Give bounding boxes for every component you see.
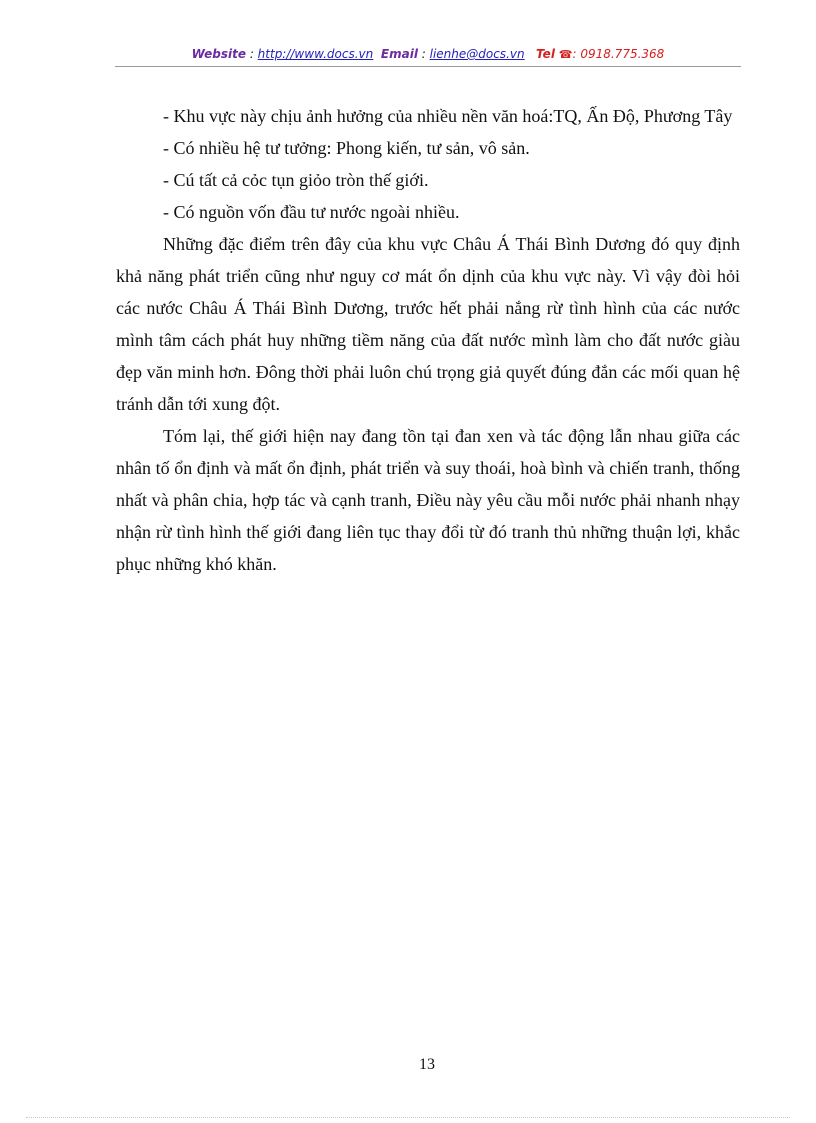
email-label: Email — [380, 47, 418, 61]
page-header — [115, 47, 741, 61]
website-separator: : — [246, 47, 258, 61]
phone-icon: ☎ — [558, 48, 573, 61]
website-label: Website — [191, 47, 246, 61]
header-divider — [115, 66, 741, 67]
paragraph-influence: - Khu vực này chịu ảnh hưởng của nhiều nền văn hoá:TQ, Ấn Độ, Phương Tây — [163, 106, 733, 126]
paragraph-characteristics: Những đặc điểm trên đây của khu vực Châu Á Thái Bình Dương đó quy định khả năng phát triển cũng như nguy cơ mát ổn dịnh của khu vực này. Vì vậy đòi hỏi các nước Châu Á Thái Bình Dương, trước hết phải nắng rừ tình hình của các nước mình tâm cách phát huy những tiềm năng của đất nước mình làm cho đất nước giàu đẹp văn minh hơn. Đông thời phải luôn chú trọng giả quyết đúng đắn các mối quan hệ tránh dẫn tới xung đột. — [116, 234, 740, 414]
document-body — [116, 100, 740, 580]
website-link[interactable]: http://www.docs.vn — [257, 47, 374, 61]
page-bottom-border — [26, 1117, 790, 1118]
email-separator: : — [417, 47, 430, 61]
tel-label: Tel — [536, 47, 555, 61]
email-link[interactable]: lienhe@docs.vn — [429, 47, 525, 61]
tel-number: : 0918.775.368 — [572, 47, 665, 61]
paragraph-religions: - Cú tất cả cỏc tụn giỏo tròn thế giới. — [163, 170, 429, 190]
paragraph-ideologies: - Có nhiều hệ tư tưởng: Phong kiến, tư sản, vô sản. — [163, 138, 530, 158]
paragraph-summary: Tóm lại, thế giới hiện nay đang tồn tại đan xen và tác động lẫn nhau giữa các nhân tố ổn định và mất ổn định, phát triển và suy thoái, hoà bình và chiến tranh, thống nhất và phân chia, hợp tác và cạnh tranh, Điều này yêu cầu mỗi nước phải nhanh nhạy nhận rừ tình hình thế giới đang liên tục thay đổi từ đó tranh thủ những thuận lợi, khắc phục những khó khăn. — [116, 426, 740, 574]
paragraph-investment: - Có nguồn vốn đầu tư nước ngoài nhiều. — [163, 202, 460, 222]
page-number: 13 — [419, 1056, 435, 1073]
